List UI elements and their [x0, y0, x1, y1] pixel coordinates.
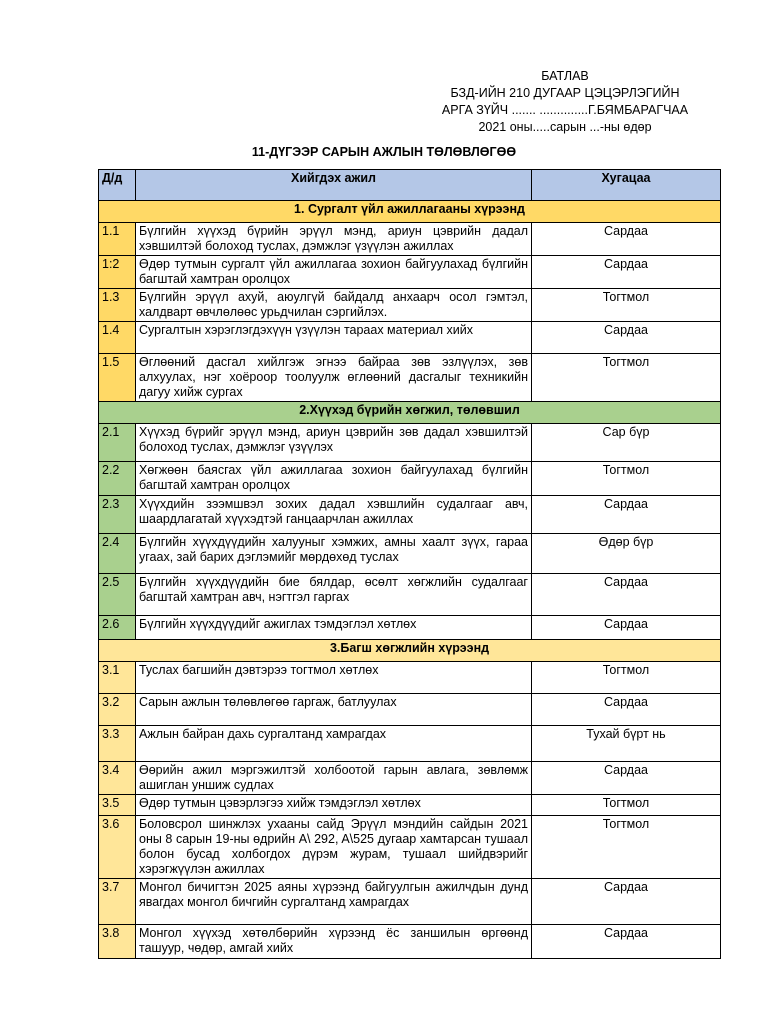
- table-row: [99, 424, 721, 462]
- table-row: [99, 354, 721, 402]
- task-description: Бүлгийн эрүүл ахуй, аюулгүй байдалд анхаарч осол гэмтэл, халдварт өвчлөлөөс урьдчилан сэргийлэх.: [136, 289, 532, 322]
- row-number: 1:2: [99, 256, 136, 289]
- deadline: Сардаа: [532, 925, 721, 959]
- row-number: 3.6: [99, 816, 136, 879]
- task-description: Өглөөний дасгал хийлгэж эгнээ байраа зөв эзлүүлэх, зөв алхуулах, нэг хоёроор тоолуулж өглөөний дасгалыг техникийн дагуу хийж сургах: [136, 354, 532, 402]
- table-row: [99, 256, 721, 289]
- deadline: Тогтмол: [532, 662, 721, 694]
- task-description: Монгол бичигтэн 2025 аяны хүрээнд байгуулгын ажилчдын дунд явагдах монгол бичгийн сургалтанд хамрагдах: [136, 879, 532, 925]
- table-row: [99, 574, 721, 616]
- section-title: 2.Хүүхэд бүрийн хөгжил, төлөвшил: [99, 402, 721, 424]
- approval-line: БАТЛАВ: [541, 69, 589, 83]
- table-row: [99, 694, 721, 726]
- deadline: Сардаа: [532, 322, 721, 354]
- table-header-row: [99, 170, 721, 201]
- row-number: 1.3: [99, 289, 136, 322]
- approval-line: АРГА ЗҮЙЧ ....... ..............Г.БЯМБАРАГЧАА: [441, 103, 689, 117]
- section-row: [99, 402, 721, 424]
- row-number: 3.4: [99, 762, 136, 795]
- table-row: [99, 816, 721, 879]
- task-description: Сургалтын хэрэглэгдэхүүн үзүүлэн тараах материал хийх: [136, 322, 532, 354]
- section-row: [99, 640, 721, 662]
- deadline: Сардаа: [532, 256, 721, 289]
- task-description: Туслах багшийн дэвтэрээ тогтмол хөтлөх: [136, 662, 532, 694]
- deadline: Тогтмол: [532, 354, 721, 402]
- section-title: 3.Багш хөгжлийн хүрээнд: [99, 640, 721, 662]
- work-plan-table: [98, 169, 721, 959]
- row-number: 3.7: [99, 879, 136, 925]
- task-description: Сарын ажлын төлөвлөгөө гаргаж, батлуулах: [136, 694, 532, 726]
- row-number: 3.1: [99, 662, 136, 694]
- table-row: [99, 795, 721, 816]
- task-description: Өөрийн ажил мэргэжилтэй холбоотой гарын авлага, зөвлөмж ашиглан уншиж судлах: [136, 762, 532, 795]
- row-number: 3.3: [99, 726, 136, 762]
- row-number: 2.1: [99, 424, 136, 462]
- deadline: Сардаа: [532, 496, 721, 534]
- task-description: Бүлгийн хүүхдүүдийг ажиглах тэмдэглэл хөтлөх: [136, 616, 532, 640]
- task-description: Хүүхдийн зээмшвэл зохих дадал хэвшлийн судалгааг авч, шаардлагатай хүүхэдтэй ганцаарчлан ажиллах: [136, 496, 532, 534]
- row-number: 2.6: [99, 616, 136, 640]
- task-description: Ажлын байран дахь сургалтанд хамрагдах: [136, 726, 532, 762]
- row-number: 3.8: [99, 925, 136, 959]
- deadline: Тогтмол: [532, 462, 721, 496]
- deadline: Сардаа: [532, 223, 721, 256]
- deadline: Тухай бүрт нь: [532, 726, 721, 762]
- table-row: [99, 289, 721, 322]
- table-row: [99, 462, 721, 496]
- row-number: 1.4: [99, 322, 136, 354]
- table-row: [99, 616, 721, 640]
- column-header-task: Хийгдэх ажил: [136, 170, 532, 201]
- task-description: Бүлгийн хүүхдүүдийн бие бялдар, өсөлт хөгжлийн судалгааг багштай хамтран авч, нэгтгэл гаргах: [136, 574, 532, 616]
- deadline: Тогтмол: [532, 289, 721, 322]
- task-description: Боловсрол шинжлэх ухааны сайд Эрүүл мэндийн сайдын 2021 оны 8 сарын 19-ны өдрийн A\ 292, A\525 дугаар хамтарсан тушаал болон бусад холбогдох дүрэм журам, тушаал шийдвэрийг хэрэгжүүлэн ажиллах: [136, 816, 532, 879]
- table-row: [99, 662, 721, 694]
- table-row: [99, 925, 721, 959]
- table-row: [99, 762, 721, 795]
- row-number: 3.5: [99, 795, 136, 816]
- row-number: 2.5: [99, 574, 136, 616]
- deadline: Сардаа: [532, 694, 721, 726]
- row-number: 1.5: [99, 354, 136, 402]
- deadline: Тогтмол: [532, 816, 721, 879]
- row-number: 2.2: [99, 462, 136, 496]
- row-number: 3.2: [99, 694, 136, 726]
- deadline: Сардаа: [532, 574, 721, 616]
- deadline: Тогтмол: [532, 795, 721, 816]
- task-description: Бүлгийн хүүхдүүдийн халууныг хэмжих, амны хаалт зүүх, гараа угаах, зай барих дэглэмийг мөрдөхөд туслах: [136, 534, 532, 574]
- column-header-number: Д/д: [99, 170, 136, 201]
- row-number: 2.4: [99, 534, 136, 574]
- document-title: 11-ДҮГЭЭР САРЫН АЖЛЫН ТӨЛӨВЛӨГӨӨ: [251, 145, 517, 159]
- section-title: 1. Сургалт үйл ажиллагааны хүрээнд: [99, 201, 721, 223]
- task-description: Өдөр тутмын цэвэрлэгээ хийж тэмдэглэл хөтлөх: [136, 795, 532, 816]
- row-number: 1.1: [99, 223, 136, 256]
- table-row: [99, 223, 721, 256]
- section-row: [99, 201, 721, 223]
- approval-block: [420, 68, 710, 136]
- task-description: Бүлгийн хүүхэд бүрийн эрүүл мэнд, ариун цэврийн дадал хэвшилтэй болоход туслах, дэмжлэг үзүүлэн ажиллах: [136, 223, 532, 256]
- approval-line: БЗД-ИЙН 210 ДУГААР ЦЭЦЭРЛЭГИЙН: [450, 86, 680, 100]
- task-description: Хөгжөөн баясгах үйл ажиллагаа зохион байгуулахад бүлгийн багштай хамтран оролцох: [136, 462, 532, 496]
- table-row: [99, 534, 721, 574]
- task-description: Өдөр тутмын сургалт үйл ажиллагаа зохион байгуулахад бүлгийн багштай хамтран оролцох: [136, 256, 532, 289]
- table-row: [99, 496, 721, 534]
- approval-line: 2021 оны.....сарын ...-ны өдөр: [478, 120, 652, 134]
- task-description: Монгол хүүхэд хөтөлбөрийн хүрээнд ёс заншилын өргөөнд ташуур, чөдөр, амгай хийх: [136, 925, 532, 959]
- table-row: [99, 879, 721, 925]
- deadline: Өдөр бүр: [532, 534, 721, 574]
- deadline: Сардаа: [532, 616, 721, 640]
- table-row: [99, 322, 721, 354]
- column-header-term: Хугацаа: [532, 170, 721, 201]
- table-row: [99, 726, 721, 762]
- task-description: Хүүхэд бүрийг эрүүл мэнд, ариун цэврийн зөв дадал хэвшилтэй болоход туслах, дэмжлэг үзүүлэх: [136, 424, 532, 462]
- deadline: Сардаа: [532, 762, 721, 795]
- row-number: 2.3: [99, 496, 136, 534]
- deadline: Сар бүр: [532, 424, 721, 462]
- deadline: Сардаа: [532, 879, 721, 925]
